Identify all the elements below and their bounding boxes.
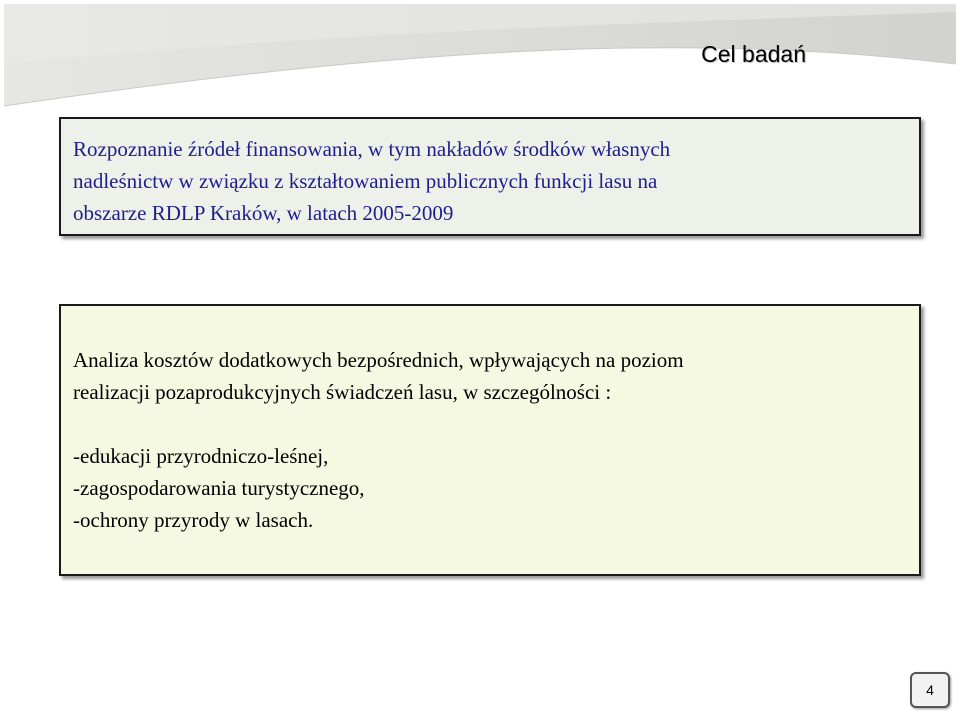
research-goal-box [59,117,921,236]
page-number: 4 [910,672,950,708]
slide [4,4,956,712]
header-banner [4,4,956,114]
analysis-text-line: Analiza kosztów dodatkowych bezpośrednich, wpływających na poziom [73,348,684,372]
cost-analysis-box [59,304,921,576]
analysis-list-item: -zagospodarowania turystycznego, [73,476,365,500]
goal-text-line: Rozpoznanie źródeł finansowania, w tym nakładów środków własnych [73,137,671,161]
goal-text-line: obszarze RDLP Kraków, w latach 2005-2009 [73,201,454,225]
goal-text-line: nadleśnictw w związku z kształtowaniem publicznych funkcji lasu na [73,169,658,193]
spacer [73,408,909,440]
analysis-list-item: -ochrony przyrody w lasach. [73,508,314,532]
analysis-text-line: realizacji pozaprodukcyjnych świadczeń lasu, w szczególności : [73,380,612,404]
analysis-list-item: -edukacji przyrodniczo-leśnej, [73,444,329,468]
slide-title: Cel badań [701,41,806,67]
